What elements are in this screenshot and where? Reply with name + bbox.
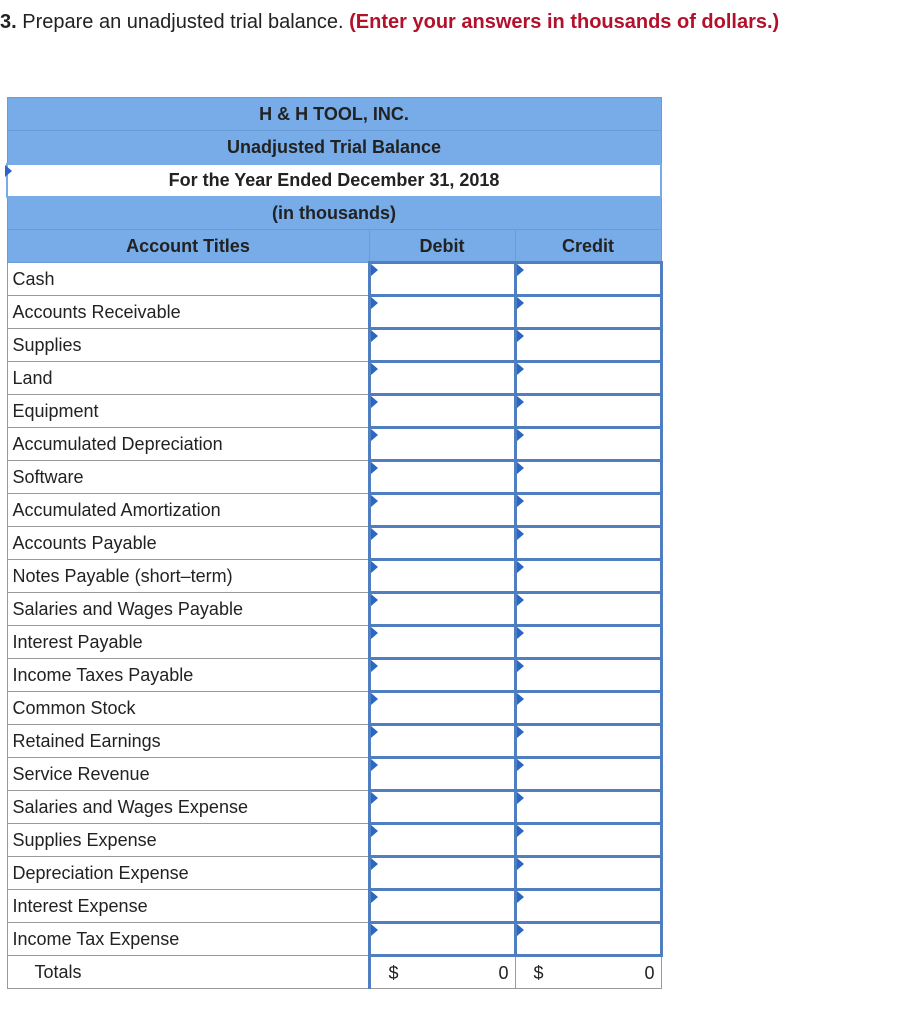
question-text: Prepare an unadjusted trial balance. (16, 11, 350, 33)
credit-amount-input[interactable] (517, 594, 660, 624)
credit-amount-input[interactable] (517, 825, 660, 855)
totals-row (7, 956, 661, 989)
credit-input-cell[interactable] (515, 692, 661, 725)
table-row (7, 494, 661, 527)
input-marker-icon (517, 693, 524, 705)
input-marker-icon (371, 693, 378, 705)
debit-amount-input[interactable] (371, 396, 514, 426)
credit-amount-input[interactable] (517, 891, 660, 921)
credit-amount-input[interactable] (517, 297, 660, 327)
table-row (7, 362, 661, 395)
input-marker-icon (371, 891, 378, 903)
account-title: Accumulated Amortization (7, 494, 369, 527)
totals-label: Totals (7, 956, 369, 989)
debit-amount-input[interactable] (371, 627, 514, 657)
input-marker-icon (517, 528, 524, 540)
debit-input-cell[interactable] (369, 923, 515, 956)
credit-input-cell[interactable] (515, 560, 661, 593)
debit-input-cell[interactable] (369, 692, 515, 725)
input-marker-icon (517, 429, 524, 441)
debit-amount-input[interactable] (371, 528, 514, 558)
table-row (7, 791, 661, 824)
credit-amount-input[interactable] (517, 363, 660, 393)
credit-input-cell[interactable] (515, 923, 661, 956)
debit-input-cell[interactable] (369, 659, 515, 692)
debit-amount-input[interactable] (371, 693, 514, 723)
input-marker-icon (371, 528, 378, 540)
currency-symbol: $ (388, 963, 399, 983)
input-marker-icon (371, 858, 378, 870)
credit-amount-input[interactable] (517, 264, 660, 294)
table-row (7, 923, 661, 956)
input-marker-icon (517, 297, 524, 309)
input-marker-icon (371, 726, 378, 738)
debit-input-cell[interactable] (369, 395, 515, 428)
statement-period-text: For the Year Ended December 31, 2018 (168, 170, 500, 190)
credit-amount-input[interactable] (517, 924, 660, 954)
debit-input-cell[interactable] (369, 857, 515, 890)
credit-amount-input[interactable] (517, 396, 660, 426)
credit-input-cell[interactable] (515, 461, 661, 494)
debit-amount-input[interactable] (371, 594, 514, 624)
table-row (7, 296, 661, 329)
input-marker-icon (517, 660, 524, 672)
account-title: Cash (7, 263, 369, 296)
debit-input-cell[interactable] (369, 560, 515, 593)
input-marker-icon (517, 627, 524, 639)
input-marker-icon (371, 396, 378, 408)
table-row (7, 527, 661, 560)
account-title: Supplies (7, 329, 369, 362)
currency-symbol: $ (533, 963, 544, 983)
credit-input-cell[interactable] (515, 758, 661, 791)
credit-amount-input[interactable] (517, 726, 660, 756)
account-title: Accumulated Depreciation (7, 428, 369, 461)
credit-input-cell[interactable] (515, 626, 661, 659)
account-title: Notes Payable (short–term) (7, 560, 369, 593)
input-marker-icon (371, 759, 378, 771)
input-marker-icon (371, 429, 378, 441)
input-marker-icon (371, 792, 378, 804)
input-marker-icon (371, 264, 378, 276)
credit-amount-input[interactable] (517, 429, 660, 459)
credit-amount-input[interactable] (517, 792, 660, 822)
debit-amount-input[interactable] (371, 429, 514, 459)
input-marker-icon (371, 495, 378, 507)
input-marker-icon (517, 396, 524, 408)
credit-input-cell[interactable] (515, 593, 661, 626)
input-marker-icon (371, 825, 378, 837)
company-name: H & H TOOL, INC. (7, 98, 661, 131)
input-marker-icon (371, 561, 378, 573)
account-title: Supplies Expense (7, 824, 369, 857)
credit-input-cell[interactable] (515, 857, 661, 890)
debit-input-cell[interactable] (369, 329, 515, 362)
input-marker-icon (517, 726, 524, 738)
table-row (7, 692, 661, 725)
debit-amount-input[interactable] (371, 561, 514, 591)
table-row (7, 329, 661, 362)
account-title: Interest Payable (7, 626, 369, 659)
input-marker-icon (517, 363, 524, 375)
credit-amount-input[interactable] (517, 462, 660, 492)
debit-amount-input[interactable] (371, 264, 514, 294)
account-title: Interest Expense (7, 890, 369, 923)
credit-input-cell[interactable] (515, 824, 661, 857)
table-row (7, 857, 661, 890)
debit-input-cell[interactable] (369, 461, 515, 494)
credit-input-cell[interactable] (515, 428, 661, 461)
account-title: Salaries and Wages Payable (7, 593, 369, 626)
debit-input-cell[interactable] (369, 890, 515, 923)
debit-input-cell[interactable] (369, 362, 515, 395)
table-row (7, 428, 661, 461)
table-row (7, 659, 661, 692)
debit-input-cell[interactable] (369, 263, 515, 296)
question-prompt (0, 8, 779, 36)
account-title: Software (7, 461, 369, 494)
input-marker-icon (517, 792, 524, 804)
account-title: Retained Earnings (7, 725, 369, 758)
account-title: Service Revenue (7, 758, 369, 791)
credit-input-cell[interactable] (515, 659, 661, 692)
credit-input-cell[interactable] (515, 329, 661, 362)
statement-title: Unadjusted Trial Balance (7, 131, 661, 164)
credit-input-cell[interactable] (515, 527, 661, 560)
debit-amount-input[interactable] (371, 759, 514, 789)
credit-input-cell[interactable] (515, 890, 661, 923)
column-header-debit: Debit (369, 230, 515, 263)
credit-input-cell[interactable] (515, 725, 661, 758)
debit-amount-input[interactable] (371, 924, 514, 954)
table-row (7, 593, 661, 626)
input-marker-icon (517, 825, 524, 837)
input-marker-icon (371, 660, 378, 672)
credit-amount-input[interactable] (517, 660, 660, 690)
table-row (7, 560, 661, 593)
account-title: Accounts Payable (7, 527, 369, 560)
credit-total-value: 0 (644, 963, 655, 983)
credit-amount-input[interactable] (517, 759, 660, 789)
credit-input-cell[interactable] (515, 395, 661, 428)
input-marker-icon (371, 330, 378, 342)
debit-amount-input[interactable] (371, 792, 514, 822)
debit-amount-input[interactable] (371, 363, 514, 393)
debit-amount-input[interactable] (371, 891, 514, 921)
input-marker-icon (371, 627, 378, 639)
statement-period[interactable] (7, 164, 661, 197)
debit-input-cell[interactable] (369, 626, 515, 659)
column-header-credit: Credit (515, 230, 661, 263)
input-marker-icon (371, 594, 378, 606)
column-header-account-titles: Account Titles (7, 230, 369, 263)
account-title: Income Tax Expense (7, 923, 369, 956)
debit-amount-input[interactable] (371, 462, 514, 492)
question-number: 3. (0, 11, 17, 33)
account-title: Income Taxes Payable (7, 659, 369, 692)
credit-amount-input[interactable] (517, 693, 660, 723)
debit-input-cell[interactable] (369, 428, 515, 461)
input-marker-icon (517, 858, 524, 870)
input-marker-icon (517, 891, 524, 903)
credit-input-cell[interactable] (515, 791, 661, 824)
input-marker-icon (5, 165, 12, 177)
credit-input-cell[interactable] (515, 494, 661, 527)
input-marker-icon (371, 924, 378, 936)
account-title: Accounts Receivable (7, 296, 369, 329)
input-marker-icon (371, 297, 378, 309)
debit-input-cell[interactable] (369, 527, 515, 560)
credit-amount-input[interactable] (517, 528, 660, 558)
account-title: Depreciation Expense (7, 857, 369, 890)
table-row (7, 461, 661, 494)
debit-input-cell[interactable] (369, 494, 515, 527)
debit-input-cell[interactable] (369, 296, 515, 329)
account-title: Land (7, 362, 369, 395)
credit-total (515, 956, 661, 989)
credit-amount-input[interactable] (517, 627, 660, 657)
account-title: Salaries and Wages Expense (7, 791, 369, 824)
debit-amount-input[interactable] (371, 330, 514, 360)
input-marker-icon (371, 363, 378, 375)
table-row (7, 395, 661, 428)
debit-input-cell[interactable] (369, 824, 515, 857)
credit-input-cell[interactable] (515, 296, 661, 329)
debit-total (369, 956, 515, 989)
credit-input-cell[interactable] (515, 263, 661, 296)
table-row (7, 758, 661, 791)
table-row (7, 626, 661, 659)
input-marker-icon (517, 330, 524, 342)
account-title: Equipment (7, 395, 369, 428)
credit-amount-input[interactable] (517, 330, 660, 360)
debit-amount-input[interactable] (371, 495, 514, 525)
question-hint: (Enter your answers in thousands of dollars.) (349, 11, 780, 33)
debit-amount-input[interactable] (371, 726, 514, 756)
statement-units: (in thousands) (7, 197, 661, 230)
account-title: Common Stock (7, 692, 369, 725)
debit-input-cell[interactable] (369, 758, 515, 791)
input-marker-icon (517, 561, 524, 573)
credit-amount-input[interactable] (517, 858, 660, 888)
credit-input-cell[interactable] (515, 362, 661, 395)
table-row (7, 725, 661, 758)
credit-amount-input[interactable] (517, 561, 660, 591)
table-row (7, 824, 661, 857)
debit-total-value: 0 (498, 963, 509, 983)
input-marker-icon (371, 462, 378, 474)
table-row (7, 890, 661, 923)
debit-input-cell[interactable] (369, 593, 515, 626)
debit-amount-input[interactable] (371, 858, 514, 888)
input-marker-icon (517, 594, 524, 606)
trial-balance-table (6, 97, 663, 989)
input-marker-icon (517, 924, 524, 936)
input-marker-icon (517, 495, 524, 507)
debit-amount-input[interactable] (371, 297, 514, 327)
input-marker-icon (517, 462, 524, 474)
debit-amount-input[interactable] (371, 825, 514, 855)
input-marker-icon (517, 264, 524, 276)
debit-input-cell[interactable] (369, 791, 515, 824)
credit-amount-input[interactable] (517, 495, 660, 525)
table-row (7, 263, 661, 296)
debit-input-cell[interactable] (369, 725, 515, 758)
debit-amount-input[interactable] (371, 660, 514, 690)
input-marker-icon (517, 759, 524, 771)
